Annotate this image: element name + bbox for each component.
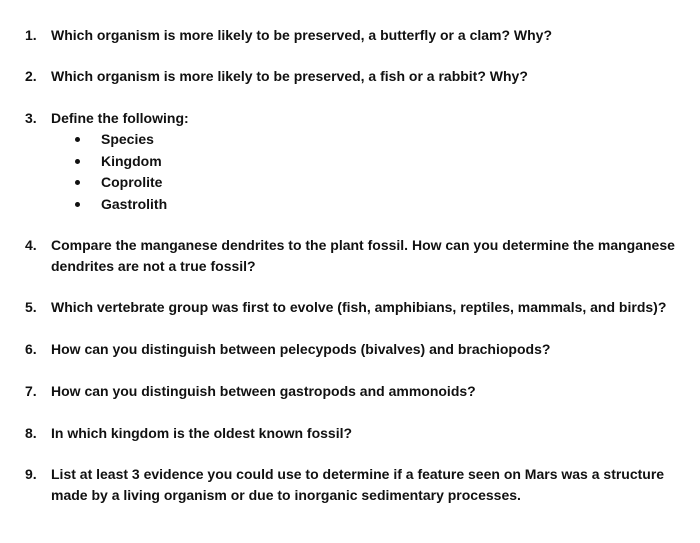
question-number: 6. xyxy=(25,341,37,357)
question-text: Which organism is more likely to be preserved, a butterfly or a clam? Why? xyxy=(51,27,553,43)
question-text: List at least 3 evidence you could use to determine if a feature seen on Mars was a structure made by a living organism or due to inorganic sedimentary processes. xyxy=(51,466,665,503)
bullet-icon xyxy=(75,159,80,164)
question-8 xyxy=(25,423,675,444)
question-number: 7. xyxy=(25,383,37,399)
term-label: Coprolite xyxy=(101,174,163,190)
question-number: 9. xyxy=(25,466,37,482)
question-text: Which vertebrate group was first to evolve (fish, amphibians, reptiles, mammals, and birds)? xyxy=(51,299,667,315)
term-label: Gastrolith xyxy=(101,195,168,212)
question-number: 8. xyxy=(25,425,37,441)
question-7 xyxy=(25,381,675,402)
question-6 xyxy=(25,339,675,360)
question-4 xyxy=(25,235,675,277)
question-text: How can you distinguish between pelecypods (bivalves) and brachiopods? xyxy=(51,341,551,357)
question-3 xyxy=(25,108,675,129)
question-text: How can you distinguish between gastropods and ammonoids? xyxy=(51,383,476,399)
question-number: 5. xyxy=(25,299,37,315)
question-text: In which kingdom is the oldest known fossil? xyxy=(51,425,353,441)
bullet-icon xyxy=(75,180,80,185)
term-label: Species xyxy=(101,131,154,147)
term-label: Kingdom xyxy=(101,152,162,169)
question-text: Compare the manganese dendrites to the plant fossil. How can you determine the manganese dendrites are not a true fossil? xyxy=(51,237,675,274)
question-text: Which organism is more likely to be preserved, a fish or a rabbit? Why? xyxy=(51,68,528,84)
bullet-icon xyxy=(75,137,80,142)
question-number: 1. xyxy=(25,27,37,43)
question-9 xyxy=(25,464,675,506)
question-text: Define the following: xyxy=(51,110,189,126)
question-5 xyxy=(25,297,675,318)
question-2 xyxy=(25,66,675,87)
bullet-icon xyxy=(75,202,80,207)
question-1 xyxy=(25,25,675,46)
question-number: 4. xyxy=(25,237,37,253)
question-number: 3. xyxy=(25,110,37,126)
question-number: 2. xyxy=(25,68,37,84)
